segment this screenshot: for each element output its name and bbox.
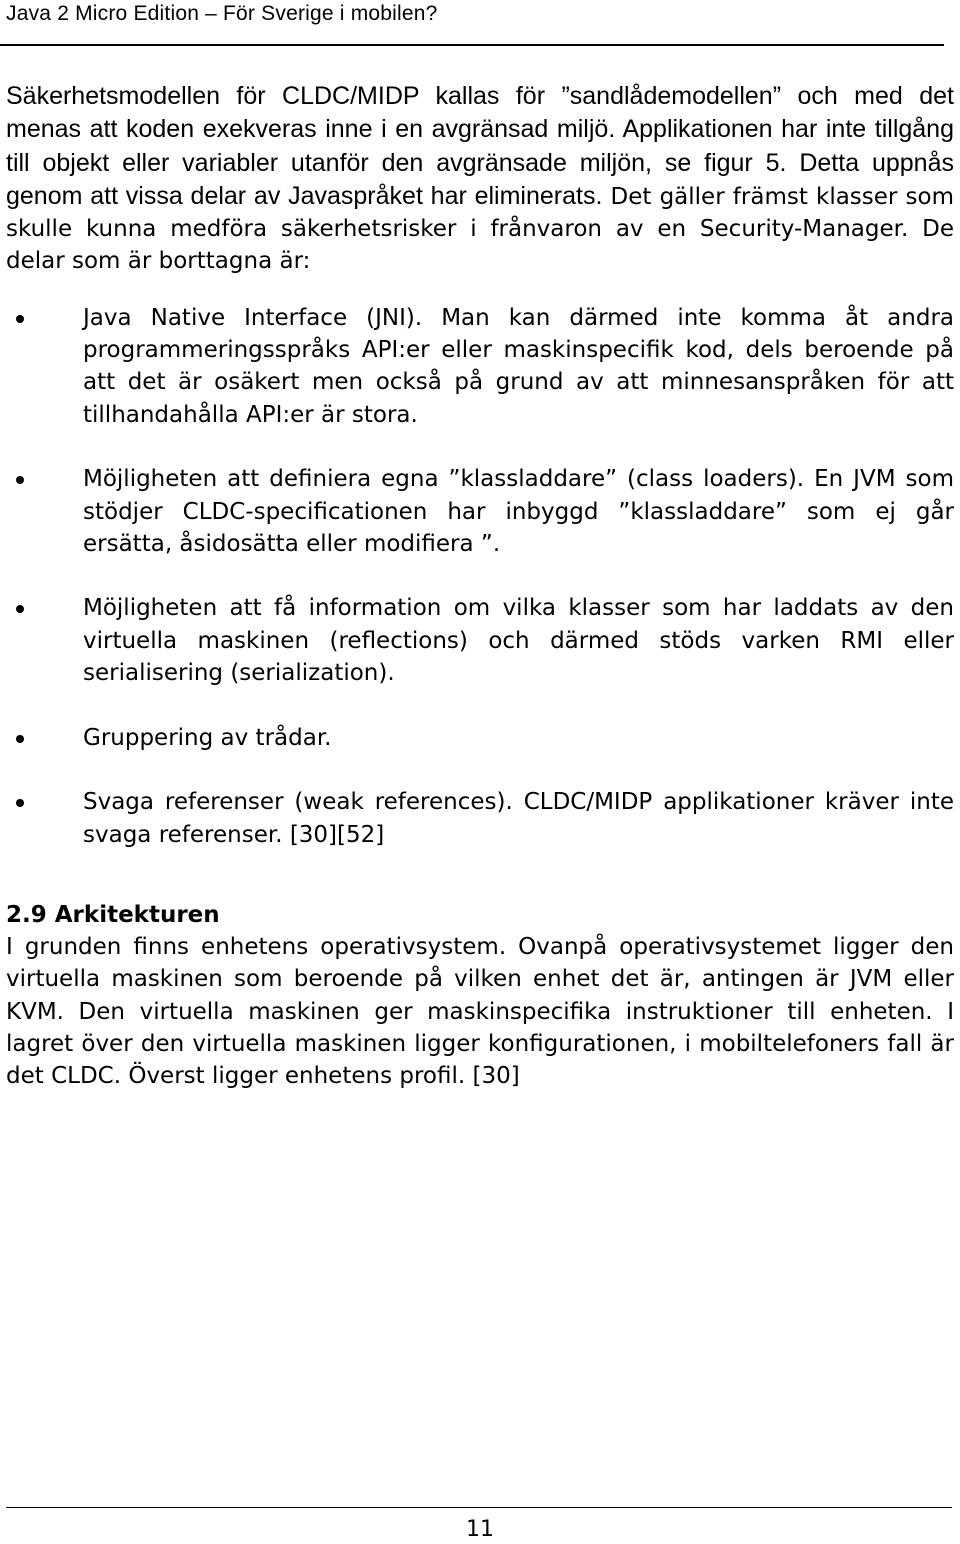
intro-sentence-2: Det gäller främst klasser som skulle kunna medföra säkerhetsrisker i frånvaron av en Security-Manager. De delar som är borttagna är: [6,183,954,275]
page-header [0,0,944,46]
bullet-icon [16,605,24,613]
page-number: 11 [466,1517,494,1542]
list-item [6,592,954,689]
section-body: I grunden finns enhetens operativsystem. Ovanpå operativsystemet ligger den virtuella maskinen som beroende på vilken enhet det är, antingen är JVM eller KVM. Den virtuella maskinen ger maskinspecifika instruktioner till enheten. I lagret över den virtuella maskinen ligger konfigurationen, i mobiltelefoners fall är det CLDC. Överst ligger enhetens profil. [30] [6,934,954,1090]
bullet-icon [16,735,24,743]
intro-paragraph [6,80,954,278]
page-content [6,80,954,1093]
list-item-text: Möjligheten att definiera egna ”klassladdare” (class loaders). En JVM som stödjer CLDC-specificationen har inbyggd ”klassladdare” som ej går ersätta, åsidosätta eller modifiera ”. [83,466,954,557]
footer-divider [6,1507,952,1508]
list-item-text: Java Native Interface (JNI). Man kan därmed inte komma åt andra programmeringsspråks API:er eller maskinspecifik kod, dels beroende på att det är osäkert men också på grund av att minnesanspråken för att tillhandahålla API:er är stora. [83,304,954,428]
header-title: Java 2 Micro Edition – För Sverige i mobilen? [6,2,438,25]
list-item-text: Gruppering av trådar. [83,724,332,751]
list-item-text: Svaga referenser (weak references). CLDC/MIDP applikationer kräver inte svaga referenser. [30][52] [83,789,954,848]
list-item [6,786,954,851]
list-item [6,722,954,754]
intro-sentence-1: Säkerhetsmodellen för CLDC/MIDP kallas för ”sandlådemodellen” och med det menas att koden exekveras inne i en avgränsad miljö. Applikationen har inte tillgång till objekt eller variabler utanför den avgränsade miljön, se figur 5. Detta uppnås genom att vissa delar av Javaspråket har eliminerats. [6,82,954,210]
bullet-icon [16,799,24,807]
list-item [6,463,954,560]
bullet-icon [16,315,24,323]
removed-features-list [6,302,954,851]
list-item [6,302,954,431]
section-heading: 2.9 Arkitekturen [6,901,220,928]
list-item-text: Möjligheten att få information om vilka klasser som har laddats av den virtuella maskinen (reflections) och därmed stöds varken RMI eller serialisering (serialization). [83,595,954,687]
bullet-icon [16,476,24,484]
